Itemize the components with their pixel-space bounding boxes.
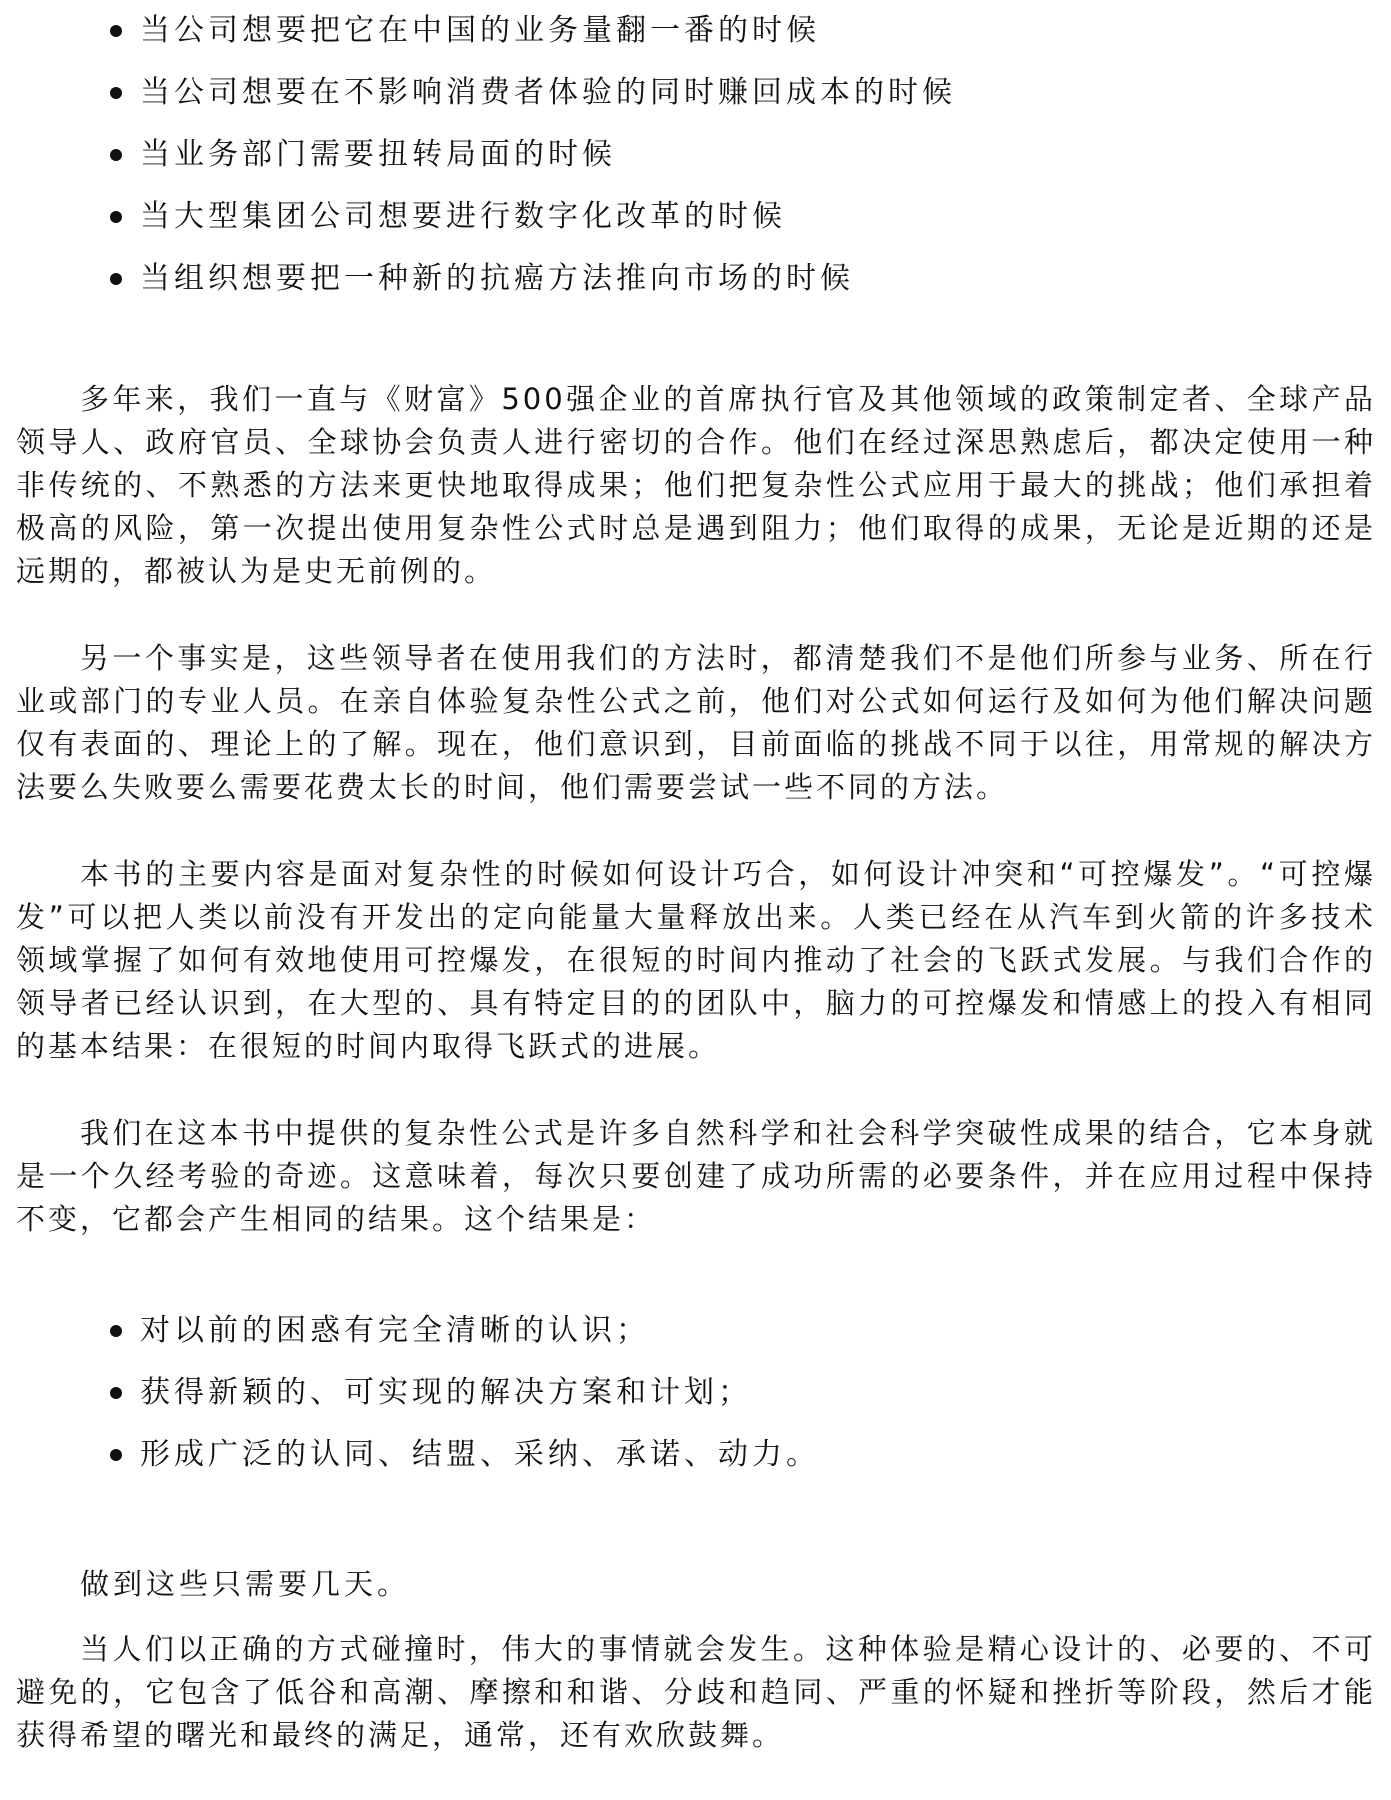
bullet-icon bbox=[110, 87, 122, 99]
body-paragraph: 当人们以正确的方式碰撞时，伟大的事情就会发生。这种体验是精心设计的、必要的、不可避免的，它包含了低谷和高潮、摩擦和和谐、分歧和趋同、严重的怀疑和挫折等阶段，然后才能获得希望的曙光和最终的满足，通常，还有欢欣鼓舞。 bbox=[16, 1632, 1376, 1752]
list-item-text: 获得新颖的、可实现的解决方案和计划； bbox=[140, 1375, 752, 1410]
bullet-icon bbox=[110, 211, 122, 223]
list-item bbox=[0, 62, 1391, 124]
results-list bbox=[0, 1300, 1391, 1486]
body-paragraph: 做到这些只需要几天。 bbox=[80, 1567, 411, 1601]
list-item bbox=[0, 248, 1391, 310]
list-item-text: 当公司想要把它在中国的业务量翻一番的时候 bbox=[140, 13, 820, 48]
bullet-icon bbox=[110, 1387, 122, 1399]
list-item-text: 对以前的困惑有完全清晰的认识； bbox=[140, 1313, 650, 1348]
list-item-text: 当组织想要把一种新的抗癌方法推向市场的时候 bbox=[140, 261, 854, 296]
list-item bbox=[0, 1424, 1391, 1486]
body-paragraph: 多年来，我们一直与《财富》500强企业的首席执行官及其他领域的政策制定者、全球产品领导人、政府官员、全球协会负责人进行密切的合作。他们在经过深思熟虑后，都决定使用一种非传统的、不熟悉的方法来更快地取得成果；他们把复杂性公式应用于最大的挑战；他们承担着极高的风险，第一次提出使用复杂性公式时总是遇到阻力；他们取得的成果，无论是近期的还是远期的，都被认为是史无前例的。 bbox=[16, 382, 1376, 588]
body-paragraph: 本书的主要内容是面对复杂性的时候如何设计巧合，如何设计冲突和“可控爆发”。“可控爆发”可以把人类以前没有开发出的定向能量大量释放出来。人类已经在从汽车到火箭的许多技术领域掌握了如何有效地使用可控爆发，在很短的时间内推动了社会的飞跃式发展。与我们合作的领导者已经认识到，在大型的、具有特定目的的团队中，脑力的可控爆发和情感上的投入有相同的基本结果：在很短的时间内取得飞跃式的进展。 bbox=[16, 857, 1376, 1063]
body-paragraph: 我们在这本书中提供的复杂性公式是许多自然科学和社会科学突破性成果的结合，它本身就是一个久经考验的奇迹。这意味着，每次只要创建了成功所需的必要条件，并在应用过程中保持不变，它都会产生相同的结果。这个结果是： bbox=[16, 1116, 1376, 1236]
list-item bbox=[0, 186, 1391, 248]
bullet-icon bbox=[110, 25, 122, 37]
bullet-icon bbox=[110, 1325, 122, 1337]
list-item bbox=[0, 1300, 1391, 1362]
list-item bbox=[0, 1362, 1391, 1424]
bullet-icon bbox=[110, 1449, 122, 1461]
bullet-icon bbox=[110, 273, 122, 285]
bullet-icon bbox=[110, 149, 122, 161]
list-item-text: 当公司想要在不影响消费者体验的同时赚回成本的时候 bbox=[140, 75, 956, 110]
list-item-text: 当大型集团公司想要进行数字化改革的时候 bbox=[140, 199, 786, 234]
body-paragraph: 另一个事实是，这些领导者在使用我们的方法时，都清楚我们不是他们所参与业务、所在行业或部门的专业人员。在亲自体验复杂性公式之前，他们对公式如何运行及如何为他们解决问题仅有表面的、理论上的了解。现在，他们意识到，目前面临的挑战不同于以往，用常规的解决方法要么失败要么需要花费太长的时间，他们需要尝试一些不同的方法。 bbox=[16, 641, 1376, 804]
list-item-text: 形成广泛的认同、结盟、采纳、承诺、动力。 bbox=[140, 1437, 820, 1472]
list-item bbox=[0, 124, 1391, 186]
list-item bbox=[0, 0, 1391, 62]
list-item-text: 当业务部门需要扭转局面的时候 bbox=[140, 137, 616, 172]
scenario-list bbox=[0, 0, 1391, 310]
